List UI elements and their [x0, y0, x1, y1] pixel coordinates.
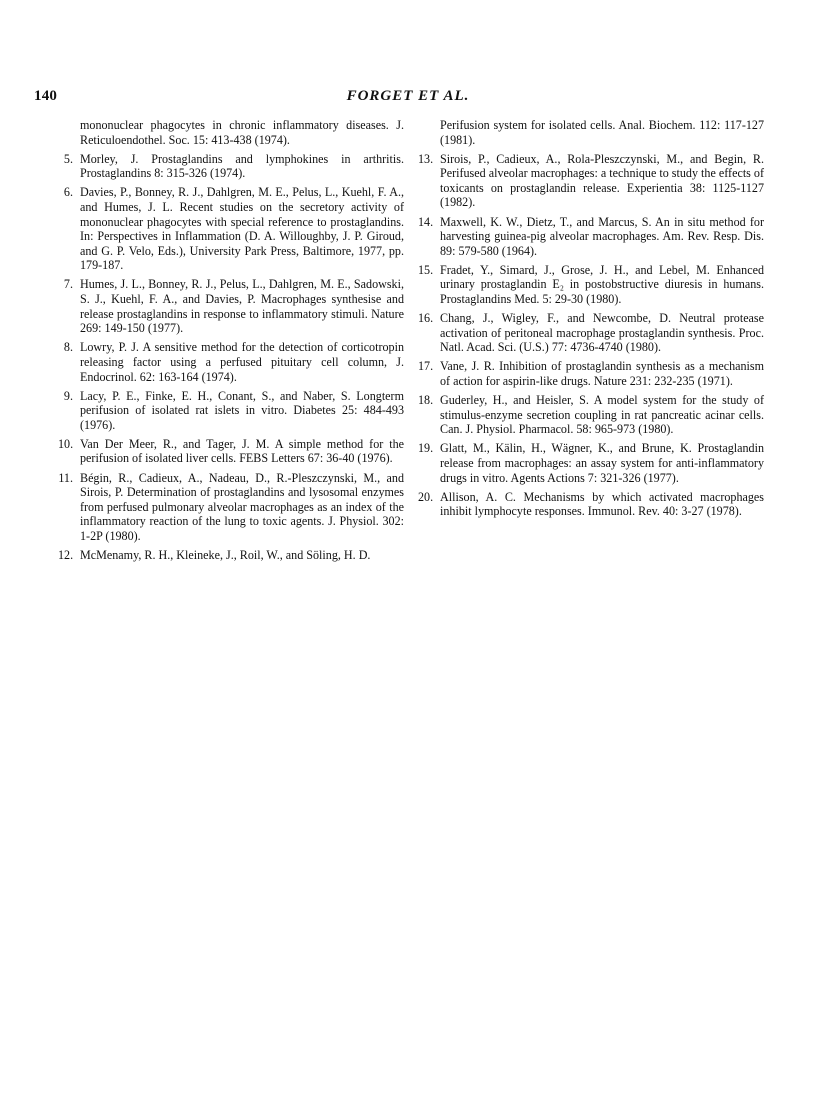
reference-item	[58, 185, 404, 273]
reference-text: Morley, J. Prostaglandins and lymphokines in arthritis. Prostaglandins 8: 315-326 (1974).	[80, 151, 404, 181]
reference-item	[418, 263, 764, 307]
reference-text: Bégin, R., Cadieux, A., Nadeau, D., R.-Pleszczynski, M., and Sirois, P. Determination of prostaglandins and lysosomal enzymes from perfused pulmonary alveolar macrophages as an index of the inflammatory reaction of the lung to toxic agents. J. Physiol. 302: 1-2P (1980).	[80, 470, 404, 543]
reference-text: Lacy, P. E., Finke, E. H., Conant, S., and Naber, S. Longterm perifusion of isolated rat islets in vitro. Diabetes 25: 484-493 (1976).	[80, 388, 404, 432]
reference-item	[58, 437, 404, 466]
reference-item	[58, 340, 404, 384]
reference-number: 12.	[58, 548, 74, 563]
page-number: 140	[34, 88, 58, 104]
reference-item	[418, 215, 764, 259]
reference-number: 15.	[418, 262, 434, 277]
reference-item	[58, 277, 404, 335]
reference-number: 14.	[418, 214, 434, 229]
reference-item	[58, 389, 404, 433]
reference-number: 16.	[418, 311, 434, 326]
reference-number: 7.	[63, 277, 73, 292]
references-right-column	[418, 118, 764, 523]
reference-number: 9.	[63, 388, 73, 403]
references-left-column	[58, 118, 404, 567]
reference-item	[418, 393, 764, 437]
reference-text: Vane, J. R. Inhibition of prostaglandin synthesis as a mechanism of action for aspirin-like drugs. Nature 231: 232-235 (1971).	[440, 359, 764, 388]
reference-text: Van Der Meer, R., and Tager, J. M. A simple method for the perifusion of isolated liver cells. FEBS Letters 67: 36-40 (1976).	[80, 436, 404, 466]
reference-text: Lowry, P. J. A sensitive method for the detection of corticotropin releasing factor using a perfused pituitary cell column, J. Endocrinol. 62: 163-164 (1974).	[80, 340, 404, 384]
reference-text: Maxwell, K. W., Dietz, T., and Marcus, S. An in situ method for harvesting guinea-pig alveolar macrophages. Am. Rev. Resp. Dis. 89: 579-580 (1964).	[440, 214, 764, 258]
reference-number: 11.	[58, 470, 73, 485]
reference-item	[418, 118, 764, 147]
reference-text: Fradet, Y., Simard, J., Grose, J. H., and Lebel, M. Enhanced urinary prostaglandin E₂ in postobstructive diuresis in humans. Prostaglandins Med. 5: 29-30 (1980).	[440, 262, 764, 307]
reference-number: 8.	[63, 340, 73, 355]
running-head: FORGET ET AL.	[346, 88, 470, 104]
reference-number: 5.	[63, 151, 73, 166]
reference-number: 18.	[418, 393, 434, 408]
reference-text: Chang, J., Wigley, F., and Newcombe, D. Neutral protease activation of peritoneal macrophage prostaglandin synthesis. Proc. Natl. Acad. Sci. (U.S.) 77: 4736-4740 (1980).	[440, 311, 764, 355]
reference-text: Davies, P., Bonney, R. J., Dahlgren, M. E., Pelus, L., Kuehl, F. A., and Humes, J. L. Recent studies on the secretory activity of mononuclear phagocytes with special reference to prostaglandins. In: Perspectives in Inflammation (D. A. Willoughby, J. P. Giroud, and G. P. Velo, Eds.), University Park Press, Baltimore, 1977, pp. 179-187.	[80, 185, 404, 273]
reference-text: Perifusion system for isolated cells. Anal. Biochem. 112: 117-127 (1981).	[440, 118, 764, 147]
reference-number: 20.	[418, 489, 434, 504]
reference-number: 13.	[418, 151, 434, 166]
reference-text: Allison, A. C. Mechanisms by which activated macrophages inhibit lymphocyte responses. Immunol. Rev. 40: 3-27 (1978).	[440, 489, 764, 519]
reference-item	[58, 548, 404, 563]
reference-text: Humes, J. L., Bonney, R. J., Pelus, L., Dahlgren, M. E., Sadowski, S. J., Kuehl, F. A., and Davies, P. Macrophages synthesise and release prostaglandins in response to inflammatory stimuli. Nature 269: 149-150 (1977).	[80, 277, 404, 336]
reference-number: 6.	[63, 185, 73, 200]
reference-number: 19.	[418, 441, 434, 456]
reference-number: 10.	[58, 436, 74, 451]
reference-text: mononuclear phagocytes in chronic inflammatory diseases. J. Reticuloendothel. Soc. 15: 413-438 (1974).	[80, 118, 404, 147]
reference-item	[58, 118, 404, 147]
reference-number: 17.	[418, 359, 434, 374]
reference-item	[418, 152, 764, 210]
reference-text: Guderley, H., and Heisler, S. A model system for the study of stimulus-enzyme secretion coupling in rat pancreatic acinar cells. Can. J. Physiol. Pharmacol. 58: 965-973 (1980).	[440, 393, 764, 437]
reference-text: Sirois, P., Cadieux, A., Rola-Pleszczynski, M., and Begin, R. Perifused alveolar macrophages: a technique to study the effects of toxicants on prostaglandin release. Experientia 38: 1125-1127 (1982).	[440, 151, 764, 210]
reference-item	[418, 441, 764, 485]
reference-item	[418, 311, 764, 355]
reference-text: McMenamy, R. H., Kleineke, J., Roil, W., and Söling, H. D.	[80, 548, 371, 563]
reference-item	[418, 490, 764, 519]
reference-item	[58, 152, 404, 181]
reference-item	[58, 471, 404, 544]
reference-text: Glatt, M., Kälin, H., Wägner, K., and Brune, K. Prostaglandin release from macrophages: an assay system for anti-inflammatory drugs in vitro. Agents Actions 7: 321-326 (1977).	[440, 441, 764, 485]
reference-item	[418, 359, 764, 388]
